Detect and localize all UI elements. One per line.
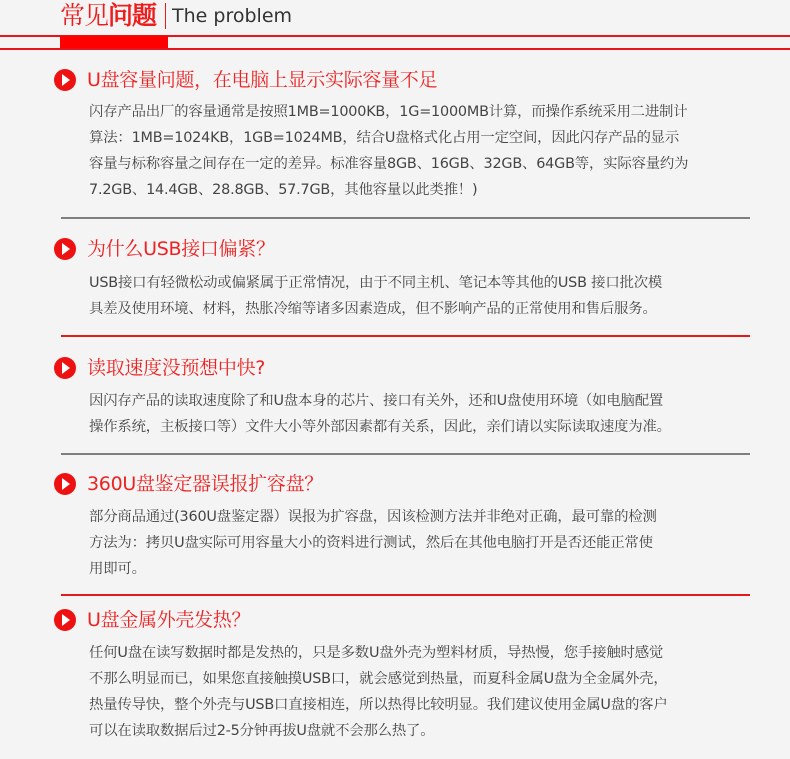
faq-answer-line: 闪存产品出厂的容量通常是按照1MB=1000KB，1G=1000MB计算，而操作系统采用二进制计 [89,104,688,120]
faq-answer-line: 容量与标称容量之间存在一定的差异。标准容量8GB、16GB、32GB、64GB等，实际容量约为 [89,156,689,172]
faq-answer-line: 用即可。 [89,561,146,577]
faq-answer-line: 具差及使用环境、材料，热胀冷缩等诸多因素造成，但不影响产品的正常使用和售后服务。 [89,301,657,317]
faq-answer-line: 算法：1MB=1024KB，1GB=1024MB，结合U盘格式化占用一定空间，因此闪存产品的显示 [89,130,680,146]
header-title-cn-bold: 问题 [108,1,157,30]
faq-answer-line: 方法为：拷贝U盘实际可用容量大小的资料进行测试，然后在其他电脑打开是否还能正常使 [89,535,653,551]
faq-question [54,236,275,262]
faq-answer-line: 7.2GB、14.4GB、28.8GB、57.7GB，其他容量以此类推！) [89,182,478,198]
faq-question-text: 读取速度没预想中快? [87,357,266,379]
faq-answer-line: 不那么明显而已，如果您直接触摸USB口，就会感觉到热量，而夏科金属U盘为全金属外壳， [89,671,668,687]
faq-question-text: 为什么USB接口偏紧？ [87,238,275,260]
faq-question [54,471,323,497]
divider [61,217,750,219]
header-rule-bottom [0,48,790,50]
header-separator [165,3,166,29]
play-circle-icon [54,609,76,631]
faq-answer [89,99,761,203]
faq-question-text: 360U盘鉴定器误报扩容盘？ [87,473,323,495]
play-circle-icon [54,69,76,91]
faq-answer [89,388,761,440]
faq-question-text: U盘容量问题，在电脑上显示实际容量不足 [87,69,438,91]
faq-question [54,355,265,381]
divider [61,453,750,455]
faq-answer-line: 可以在读取数据后过2-5分钟再拔U盘就不会那么热了。 [89,723,435,739]
faq-answer [89,504,761,582]
faq-question [54,607,250,633]
faq-answer-line: 因闪存产品的读取速度除了和U盘本身的芯片、接口有关外，还和U盘使用环境（如电脑配置 [89,393,664,409]
play-circle-icon [54,357,76,379]
play-circle-icon [54,473,76,495]
faq-answer-line: 部分商品通过(360U盘鉴定器）误报为扩容盘，因该检测方法并非绝对正确，最可靠的检测 [89,509,657,525]
section-header [0,0,790,52]
play-circle-icon [54,238,76,260]
header-title-cn-light: 常见 [60,1,109,30]
faq-answer [89,270,761,322]
faq-answer-line: USB接口有轻微松动或偏紧属于正常情况，由于不同主机、笔记本等其他的USB 接口批次模 [89,275,663,291]
divider [61,594,750,596]
faq-question [54,67,437,93]
header-title-cn [60,0,156,32]
header-title [60,0,292,32]
header-title-en: The problem [172,5,293,27]
divider [61,335,750,337]
faq-question-text: U盘金属外壳发热？ [87,609,251,631]
faq-answer [89,640,761,744]
faq-answer-line: 热量传导快，整个外壳与USB口直接相连，所以热得比较明显。我们建议使用金属U盘的客户 [89,697,668,713]
faq-answer-line: 任何U盘在读写数据时都是发热的，只是多数U盘外壳为塑料材质，导热慢，您手接触时感觉 [89,645,664,661]
faq-answer-line: 操作系统，主板接口等）文件大小等外部因素都有关系，因此，亲们请以实际读取速度为准。 [89,419,671,435]
